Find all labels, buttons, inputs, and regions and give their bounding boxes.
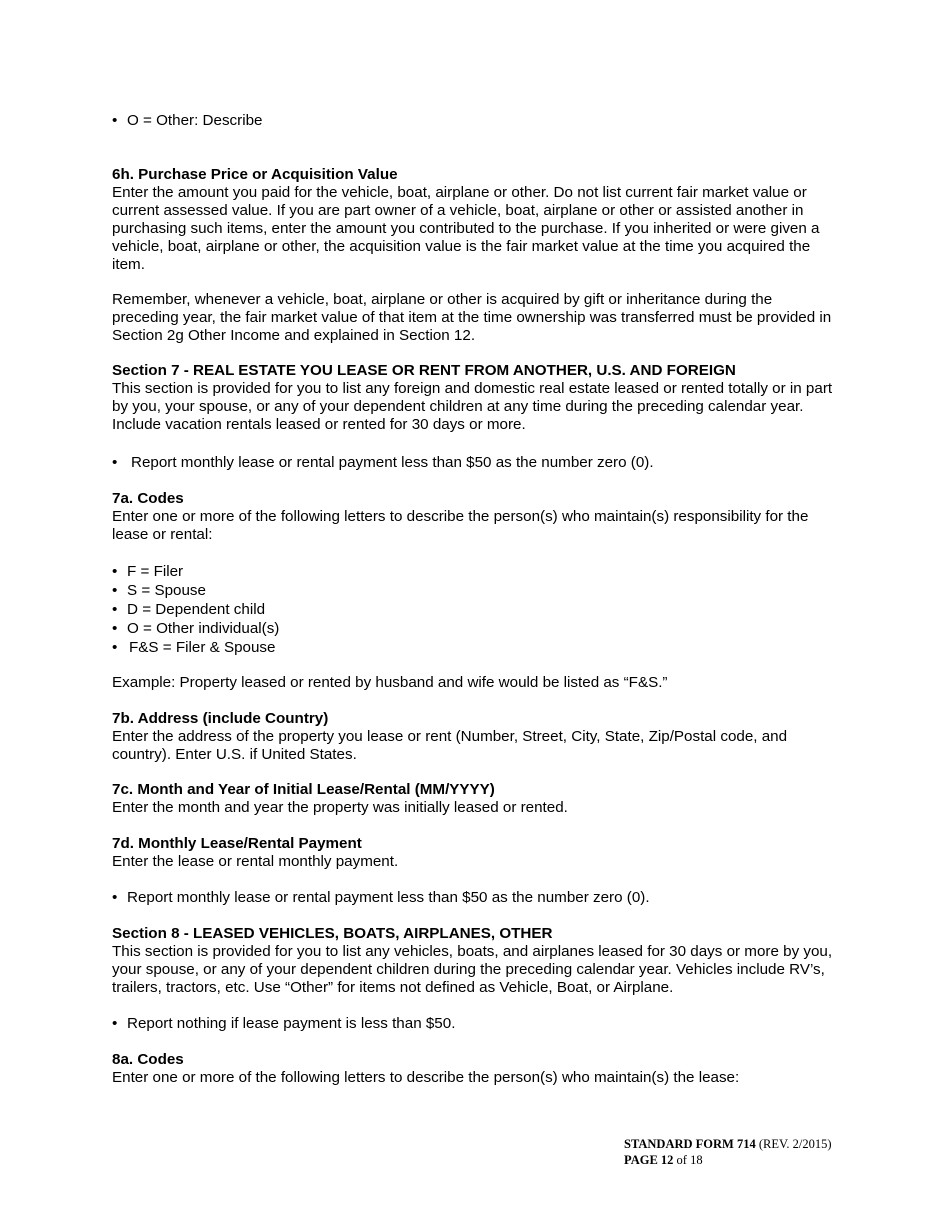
list-item: • F = Filer [112,562,840,581]
section-heading: Section 8 - LEASED VEHICLES, BOATS, AIRPLANES, OTHER [112,925,553,942]
list-item: • D = Dependent child [112,600,840,619]
paragraph: Enter one or more of the following letters to describe the person(s) who maintain(s) the lease: [112,1069,740,1086]
list-item: • Report monthly lease or rental payment less than $50 as the number zero (0). [112,889,840,907]
section-8 [112,925,840,997]
section-heading: Section 7 - REAL ESTATE YOU LEASE OR RENT FROM ANOTHER, U.S. AND FOREIGN [112,362,736,379]
section-7b [112,710,840,764]
section-heading: 7a. Codes [112,490,184,507]
section-7-bullets [112,454,840,472]
section-6h [112,166,840,274]
form-revision: (REV. 2/2015) [758,1137,832,1151]
page-footer [624,1136,832,1168]
section-heading: 6h. Purchase Price or Acquisition Value [112,166,398,183]
section-7c [112,781,840,817]
paragraph: Enter the lease or rental monthly payment. [112,853,399,870]
paragraph: Example: Property leased or rented by husband and wife would be listed as “F&S.” [112,674,668,691]
other-bullet-list [112,112,840,130]
section-heading: 7d. Monthly Lease/Rental Payment [112,835,362,852]
paragraph: Enter one or more of the following letters to describe the person(s) who maintain(s) responsibility for the lease or rental: [112,508,809,543]
section-6h-remember [112,291,840,345]
paragraph: Enter the amount you paid for the vehicle, boat, airplane or other. Do not list current fair market value or current assessed value. If you are part owner of a vehicle, boat, airplane or other or assisted another in purchasing such items, enter the amount you contributed to the purchase. If you inherited or were given a vehicle, boat, airplane or other, the acquisition value is the fair market value at the time you acquired the item. [112,184,820,273]
list-item: • O = Other individual(s) [112,619,840,638]
section-7d-bullets [112,889,840,907]
section-heading: 7c. Month and Year of Initial Lease/Rental (MM/YYYY) [112,781,495,798]
section-8a [112,1051,840,1087]
section-7a [112,490,840,544]
list-item: • S = Spouse [112,581,840,600]
page-number [624,1152,832,1168]
section-heading: 7b. Address (include Country) [112,710,329,727]
form-identifier [624,1136,832,1152]
page-label: PAGE 12 [624,1153,674,1167]
codes-list [112,562,840,657]
form-name: STANDARD FORM 714 [624,1137,756,1151]
section-7d [112,835,840,871]
section-heading: 8a. Codes [112,1051,184,1068]
list-item: • O = Other: Describe [112,112,840,130]
paragraph: Enter the month and year the property was initially leased or rented. [112,799,568,816]
list-item: • F&S = Filer & Spouse [112,638,840,657]
paragraph: This section is provided for you to list any vehicles, boats, and airplanes leased for 30 days or more by you, your spouse, or any of your dependent children during the preceding calendar year. Vehicles include RV’s, trailers, tractors, etc. Use “Other” for items not defined as Vehicle, Boat, or Airplane. [112,943,833,996]
section-7a-example [112,674,840,692]
page-of: of 18 [676,1153,703,1167]
paragraph: This section is provided for you to list any foreign and domestic real estate leased or rented totally or in part by you, your spouse, or any of your dependent children at any time during the preceding calendar year. Include vacation rentals leased or rented for 30 days or more. [112,380,833,433]
paragraph: Enter the address of the property you lease or rent (Number, Street, City, State, Zip/Postal code, and country). Enter U.S. if United States. [112,728,788,763]
list-item: • Report nothing if lease payment is less than $50. [112,1015,840,1033]
section-7 [112,362,840,434]
paragraph: Remember, whenever a vehicle, boat, airplane or other is acquired by gift or inheritance during the preceding year, the fair market value of that item at the time ownership was transferred must be provided in Section 2g Other Income and explained in Section 12. [112,291,832,344]
section-8-bullets [112,1015,840,1033]
list-item: • Report monthly lease or rental payment less than $50 as the number zero (0). [112,454,840,472]
